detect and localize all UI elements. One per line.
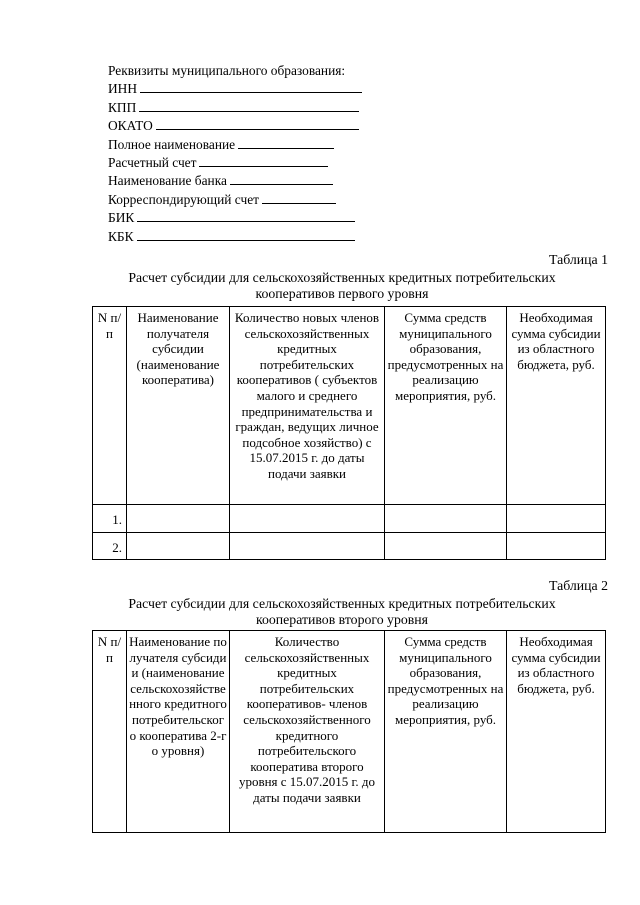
table1-row2-num: 2. (93, 533, 127, 560)
table2-title-line2: кооперативов второго уровня (256, 612, 428, 627)
requisite-kpp: КПП (108, 99, 362, 117)
table1-title (92, 270, 592, 302)
table2 (92, 630, 606, 833)
requisite-account: Расчетный счет (108, 154, 362, 172)
table2-title (92, 596, 592, 628)
table1-header-row (93, 307, 606, 505)
table1-header-recipient: Наименование получателя субсидии (наименование кооператива) (127, 307, 230, 505)
table2-number: Таблица 2 (548, 578, 608, 593)
table-cell[interactable] (385, 505, 507, 533)
table-cell[interactable] (127, 505, 230, 533)
requisite-full-name: Полное наименование (108, 136, 362, 154)
table2-header-subsidy: Необходимая сумма субсидии из областного бюджета, руб. (507, 631, 606, 833)
requisite-bank-name: Наименование банка (108, 172, 362, 190)
kpp-blank[interactable] (139, 99, 359, 112)
requisite-bik: БИК (108, 209, 362, 227)
inn-blank[interactable] (140, 80, 362, 93)
table1 (92, 306, 606, 560)
table-row (93, 505, 606, 533)
table2-header-municipal-sum: Сумма средств муниципального образования, предусмотренных на реализацию мероприятия, руб. (385, 631, 507, 833)
table-cell[interactable] (385, 533, 507, 560)
bik-blank[interactable] (137, 209, 355, 222)
table2-header-cooperatives: Количество сельскохозяйственных кредитных потребительских кооперативов- членов сельскохозяйственного кредитного потребительского кооператива второго уровня с 15.07.2015 г. до даты подачи заявки (230, 631, 385, 833)
kbk-blank[interactable] (137, 228, 355, 241)
table1-header-num: N п/п (93, 307, 127, 505)
table1-title-line1: Расчет субсидии для сельскохозяйственных кредитных потребительских (128, 270, 556, 285)
table-cell[interactable] (230, 505, 385, 533)
table2-title-line1: Расчет субсидии для сельскохозяйственных кредитных потребительских (128, 596, 556, 611)
table1-header-subsidy: Необходимая сумма субсидии из областного бюджета, руб. (507, 307, 606, 505)
table1-header-members: Количество новых членов сельскохозяйственных кредитных потребительских кооперативов ( субъектов малого и среднего предпринимательства и граждан, ведущих личное подсобное хозяйство) с 15.07.2015 г. до даты подачи заявки (230, 307, 385, 505)
table1-number: Таблица 1 (548, 252, 608, 267)
table2-header-num: N п/п (93, 631, 127, 833)
requisites-heading: Реквизиты муниципального образования: (108, 63, 346, 78)
requisites-block (108, 62, 362, 246)
requisite-kbk: КБК (108, 228, 362, 246)
table2-header-recipient: Наименование получателя субсидии (наименование сельскохозяйственного кредитного потребительского кооператива 2-го уровня) (127, 631, 230, 833)
table1-title-line2: кооперативов первого уровня (255, 286, 429, 301)
table-row (93, 533, 606, 560)
account-blank[interactable] (199, 154, 328, 167)
full-name-blank[interactable] (238, 136, 334, 149)
table2-header-row (93, 631, 606, 833)
requisite-okato: ОКАТО (108, 117, 362, 135)
table-cell[interactable] (230, 533, 385, 560)
corr-account-blank[interactable] (262, 191, 336, 204)
table-cell[interactable] (507, 505, 606, 533)
requisite-inn: ИНН (108, 80, 362, 98)
table1-header-municipal-sum: Сумма средств муниципального образования, предусмотренных на реализацию мероприятия, руб. (385, 307, 507, 505)
table1-row1-num: 1. (93, 505, 127, 533)
table-cell[interactable] (127, 533, 230, 560)
requisite-corr-account: Корреспондирующий счет (108, 191, 362, 209)
bank-name-blank[interactable] (230, 172, 333, 185)
okato-blank[interactable] (156, 117, 359, 130)
table-cell[interactable] (507, 533, 606, 560)
